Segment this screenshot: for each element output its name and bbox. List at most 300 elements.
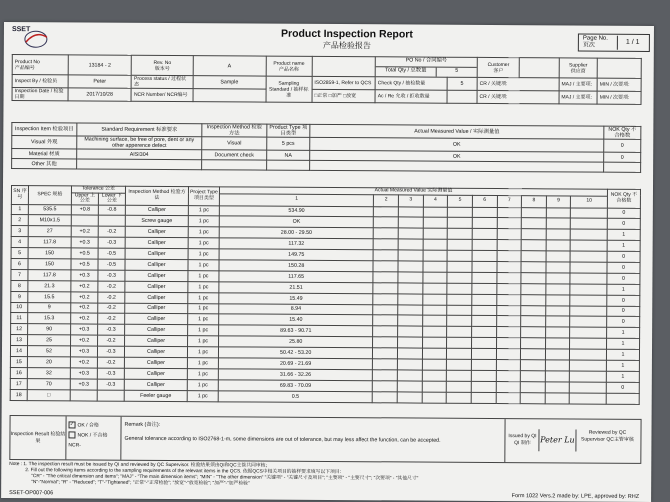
result-footer: [9, 415, 641, 464]
note-line: 2. Fill out the following items according to the sampling requirements of the relevant items in the QCS. 依据QCS中相关项目的抽样要求填写以下项目：: [25, 468, 345, 476]
cell-sn: 1: [11, 204, 28, 215]
cell-nok: 1: [607, 338, 640, 349]
cell-value-9: [545, 316, 570, 327]
ncr-label: NCR Number/ NCR编号: [131, 88, 192, 101]
std-standard: [77, 159, 202, 170]
cell-value-10: [570, 349, 607, 360]
std-standard: Machining surface, be free of pore, dent or any other apperence defect: [77, 136, 202, 150]
cell-value-6: [472, 229, 497, 240]
cell-sn: 12: [11, 324, 28, 335]
cell-value-5: [447, 305, 472, 316]
min-label: MIN / 次要项:: [597, 78, 641, 91]
cell-sn: 5: [11, 248, 28, 259]
signature: Peter Lu: [538, 429, 576, 451]
cell-value-7: [497, 218, 522, 229]
cell-lower: -0.3: [97, 346, 124, 357]
cell-value-2: [373, 348, 398, 359]
result-options: [68, 420, 118, 450]
cell-value-3: [398, 326, 423, 337]
remark-label: Remark (备注):: [124, 421, 161, 428]
check-qty-label: Check Qty / 抽检数量: [375, 77, 447, 90]
cell-value-2: [374, 217, 399, 228]
cell-ptype: 1 pc: [187, 368, 218, 379]
cell-value-6: [472, 272, 497, 283]
cell-value-4: [423, 239, 448, 250]
cell-value-8: [521, 349, 546, 360]
cell-method: Calliper: [125, 335, 188, 346]
cell-upper: +0.2: [71, 335, 98, 346]
cell-value-3: [398, 250, 423, 261]
cell-value-4: [422, 283, 447, 294]
cell-value-10: [571, 207, 608, 218]
cell-value-2: [373, 304, 398, 315]
cell-value-8: [521, 240, 546, 251]
inspect-by-value: Peter: [68, 75, 132, 88]
cell-method: Calliper: [125, 292, 188, 303]
cell-value-8: [521, 371, 546, 382]
cell-value-2: [373, 337, 398, 348]
cell-sn: 9: [11, 291, 28, 302]
info-table: [12, 54, 642, 105]
head-col-1: 1: [219, 193, 373, 206]
cell-value-9: [546, 284, 571, 295]
cell-value-9: [546, 251, 571, 262]
sampling-options: □正常 □加严 □放宽: [312, 89, 375, 102]
cell-method: Calliper: [124, 357, 187, 368]
po-total-cell: [375, 57, 477, 78]
cell-value-7: [496, 392, 521, 403]
cell-ptype: 1 pc: [188, 314, 219, 325]
cell-value-10: [570, 371, 607, 382]
cell-ptype: 1 pc: [188, 292, 219, 303]
std-standard: AISI304: [77, 149, 202, 160]
head-col-8: 8: [522, 195, 547, 207]
cell-value-9: [545, 360, 570, 371]
logo-text: SSET: [11, 26, 31, 34]
page-number-box: [578, 34, 650, 52]
std-nok: 0: [604, 152, 641, 162]
cell-ptype: 1 pc: [188, 227, 219, 238]
cell-value-7: [497, 240, 522, 251]
cell-value-4: [422, 370, 447, 381]
cell-nok: 0: [607, 208, 640, 219]
cell-value-8: [521, 229, 546, 240]
head-col-9: 9: [546, 195, 571, 207]
cell-method: Calliper: [125, 237, 188, 248]
acre-label: Ac / Re 允收 / 拒收数量: [375, 90, 447, 103]
cell-value-4: [422, 359, 447, 370]
cell-ptype: 1 pc: [188, 270, 219, 281]
report-title: Product Inspection Report: [280, 27, 413, 41]
cell-spec: 150: [28, 259, 71, 270]
cell-value-3: [397, 392, 422, 403]
cell-lower: -0.5: [98, 259, 125, 270]
cell-value-1: 15.40: [219, 314, 373, 326]
cell-value-5: [447, 250, 472, 261]
cell-nok: [606, 393, 639, 404]
cell-value-1: 150.28: [219, 260, 373, 272]
head-spec: SPEC 规格: [28, 186, 71, 205]
cell-spec: 15.5: [28, 291, 71, 302]
cell-ptype: 1 pc: [188, 238, 219, 249]
cell-value-10: [571, 229, 608, 240]
cell-spec: 70: [27, 378, 70, 389]
total-qty-label: Total Qty / 总数量: [385, 67, 427, 74]
head-upper: Upper 上公差: [71, 192, 98, 204]
cell-ptype: 1 pc: [188, 303, 219, 314]
cell-value-8: [521, 251, 546, 262]
std-ptype: NA: [267, 150, 310, 160]
std-item: Other 其他: [12, 159, 77, 169]
cell-value-3: [397, 370, 422, 381]
cell-method: Calliper: [125, 205, 188, 216]
std-rows: [12, 136, 641, 173]
cell-value-4: [422, 294, 447, 305]
cell-value-3: [398, 294, 423, 305]
std-ptype: [267, 160, 310, 170]
cell-value-7: [496, 359, 521, 370]
cell-spec: 15.3: [28, 313, 71, 324]
rev-label: Rev. No 版本号: [132, 55, 194, 75]
customer-value: [519, 58, 559, 78]
cell-value-9: [546, 218, 571, 229]
report-header: [12, 24, 642, 56]
cell-value-1: 534.90: [219, 205, 373, 217]
cell-value-10: [570, 393, 607, 404]
cell-value-1: 69.83 - 70.09: [218, 380, 372, 392]
cell-value-9: [545, 327, 570, 338]
cell-value-8: [521, 316, 546, 327]
dimension-table: [10, 185, 641, 404]
cell-value-2: [373, 370, 398, 381]
empty-box-icon: [68, 432, 75, 439]
cell-value-10: [570, 295, 607, 306]
cell-value-4: [423, 250, 448, 261]
cell-ptype: 1 pc: [188, 249, 219, 260]
cell-lower: -0.3: [97, 368, 124, 379]
cell-value-5: [447, 370, 472, 381]
product-no-label: Product No 产品编号: [12, 55, 68, 75]
cell-upper: +0.3: [71, 237, 98, 248]
cell-spec: 20: [27, 357, 70, 368]
cell-value-6: [472, 261, 497, 272]
std-method: Document check: [202, 150, 267, 160]
cell-value-10: [570, 262, 607, 273]
cell-ptype: 1 pc: [188, 325, 219, 336]
cell-value-8: [521, 338, 546, 349]
cell-sn: 17: [10, 378, 27, 389]
cell-value-9: [546, 229, 571, 240]
cell-sn: 14: [10, 346, 27, 357]
ncr-text: NCR-: [68, 442, 81, 449]
sampling-value: ISO2859-1, Refer to QCS: [312, 76, 375, 89]
cell-sn: 8: [11, 280, 28, 291]
cell-ptype: 1 pc: [187, 379, 218, 390]
cell-spec: 21.3: [28, 280, 71, 291]
cell-value-8: [520, 392, 545, 403]
cell-value-6: [471, 359, 496, 370]
cell-value-8: [521, 305, 546, 316]
check-icon: ✓: [69, 421, 75, 428]
cell-method: Calliper: [125, 281, 188, 292]
remark-box: [120, 417, 505, 462]
cell-value-4: [422, 381, 447, 392]
cell-lower: -0.2: [98, 226, 125, 237]
cell-value-6: [472, 283, 497, 294]
std-head-nok: NOK Qty 不合格数: [604, 126, 641, 139]
cell-value-2: [374, 228, 399, 239]
cr-label: CR / 关键项:: [477, 77, 559, 90]
cell-method: Calliper: [124, 346, 187, 357]
cell-upper: +0.3: [70, 379, 97, 390]
cell-value-1: OK: [219, 216, 373, 228]
cell-value-7: [496, 272, 521, 283]
cell-method: Calliper: [125, 325, 188, 336]
cell-lower: -0.2: [98, 292, 125, 303]
total-qty-value: 5: [436, 68, 477, 77]
head-col-5: 5: [448, 195, 473, 207]
cell-method: Calliper: [125, 248, 188, 259]
std-item: Visual 外观: [12, 136, 77, 149]
process-status-label: Process status / 过程状态: [131, 75, 192, 88]
head-col-4: 4: [423, 195, 448, 207]
cell-value-6: [471, 338, 496, 349]
cell-method: Calliper: [125, 303, 188, 314]
supplier-label: Supplier 供应商: [559, 58, 597, 78]
cell-sn: 13: [11, 335, 28, 346]
cell-value-2: [374, 206, 399, 217]
ok-checkbox[interactable]: ✓ OK / 合格: [69, 421, 99, 429]
std-nok: 0: [604, 139, 641, 152]
head-lower: Lower 下公差: [98, 193, 125, 205]
cell-value-4: [422, 337, 447, 348]
cell-value-7: [497, 251, 522, 262]
cell-upper: +0.2: [71, 281, 98, 292]
cell-value-6: [472, 250, 497, 261]
check-qty-value: 5: [447, 77, 477, 90]
cell-value-2: [373, 326, 398, 337]
std-head-standard: Standard Requirement 标准要求: [77, 123, 202, 137]
cell-value-7: [497, 261, 522, 272]
standard-table: [11, 122, 641, 173]
cell-value-9: [546, 262, 571, 273]
cell-spec: 32: [27, 368, 70, 379]
cell-value-6: [472, 207, 497, 218]
cell-value-3: [398, 337, 423, 348]
process-status-value: Sample: [193, 76, 266, 89]
cell-value-3: [398, 304, 423, 315]
cell-value-5: [447, 283, 472, 294]
cell-value-4: [422, 305, 447, 316]
cell-value-5: [448, 207, 473, 218]
acre-value: [447, 90, 477, 103]
cell-value-9: [546, 240, 571, 251]
std-ptype: 5 pcs: [267, 137, 310, 150]
cell-ptype: 1 pc: [188, 205, 219, 216]
maj-label: MAJ / 主要项:: [559, 78, 597, 91]
cell-lower: -0.2: [98, 303, 125, 314]
cell-value-7: [496, 381, 521, 392]
cell-ptype: 1 pc: [188, 260, 219, 271]
cell-spec: 52: [27, 346, 70, 357]
std-head-measured: Actual Measured Value / 实际测量值: [310, 124, 604, 139]
cell-spec: 150: [28, 248, 71, 259]
cell-value-5: [447, 272, 472, 283]
cell-value-7: [497, 207, 522, 218]
cell-value-10: [571, 251, 608, 262]
cell-sn: 18: [10, 389, 27, 400]
cell-value-10: [570, 273, 607, 284]
cell-value-9: [545, 338, 570, 349]
cell-value-6: [472, 240, 497, 251]
cell-method: Calliper: [125, 227, 188, 238]
head-measured: Actual Measured Value 实际测量值: [219, 187, 607, 196]
cell-value-10: [570, 338, 607, 349]
cell-ptype: 1 pc: [188, 336, 219, 347]
cell-ptype: 1 pc: [188, 216, 219, 227]
cell-spec: 535.5: [28, 204, 71, 215]
cell-value-6: [471, 392, 496, 403]
inspection-report-sheet: [1, 22, 654, 502]
cell-sn: 4: [11, 237, 28, 248]
cell-upper: +0.3: [70, 368, 97, 379]
cell-sn: 2: [11, 215, 28, 226]
cell-value-4: [423, 261, 448, 272]
cell-lower: [98, 215, 125, 226]
cell-method: Calliper: [125, 314, 188, 325]
cell-value-1: 8.94: [219, 303, 373, 315]
cell-nok: 1: [606, 360, 639, 371]
cell-value-5: [447, 228, 472, 239]
cell-value-2: [373, 282, 398, 293]
report-title-cn: 产品检验报告: [322, 40, 371, 51]
head-col-3: 3: [398, 194, 423, 206]
cell-lower: -0.3: [98, 324, 125, 335]
cell-spec: 90: [28, 324, 71, 335]
cell-sn: 16: [10, 367, 27, 378]
cell-spec: M10x1.5: [28, 215, 71, 226]
std-value: [310, 160, 604, 172]
cell-value-7: [497, 229, 522, 240]
cell-value-4: [422, 315, 447, 326]
cell-ptype: 1 pc: [187, 347, 218, 358]
reviewed-label: Reviewed by QC Supervisor QC主管审核: [581, 429, 634, 443]
cell-nok: 1: [607, 284, 640, 295]
cell-value-9: [546, 294, 571, 305]
cell-value-4: [422, 392, 447, 403]
cell-value-4: [423, 228, 448, 239]
cell-value-2: [373, 391, 398, 402]
std-value: OK: [310, 150, 604, 162]
page-label: Page No.: [582, 35, 608, 42]
issued-label: Issued by QI QI 制作: [508, 433, 537, 447]
cell-value-1: 50.42 - 53.20: [218, 347, 372, 359]
cell-value-2: [373, 239, 398, 250]
head-tolerance: Tolerance 公差: [71, 186, 125, 193]
inspection-date-value: 2017/10/28: [68, 88, 132, 101]
cell-lower: -0.2: [98, 281, 125, 292]
cell-nok: 0: [607, 273, 640, 284]
std-method: Visual: [202, 137, 267, 150]
cell-method: Calliper: [124, 368, 187, 379]
cell-value-3: [398, 206, 423, 217]
cell-lower: -0.3: [98, 270, 125, 281]
cell-value-1: 117.32: [219, 238, 373, 250]
cell-upper: [70, 390, 97, 401]
cell-lower: -0.3: [98, 237, 125, 248]
std-method: [202, 160, 267, 170]
cell-value-1: 31.66 - 32.26: [218, 369, 372, 381]
cell-value-8: [521, 262, 546, 273]
form-version: Form 1022 Vers.2 made by: LPE, approved by: RHZ: [511, 493, 640, 500]
cell-value-7: [496, 305, 521, 316]
std-head-item: Inspection Item 检验项目: [12, 123, 77, 136]
cell-value-1: 15.49: [219, 292, 373, 304]
cell-value-1: 89.63 - 90.71: [219, 325, 373, 337]
min-label-2: MIN / 次要项:: [597, 91, 641, 104]
cell-sn: 6: [11, 259, 28, 270]
cell-value-7: [496, 316, 521, 327]
ncr-value: [193, 89, 266, 102]
cell-nok: 0: [607, 219, 640, 230]
std-item: Material 材质: [12, 149, 77, 159]
cell-value-6: [471, 348, 496, 359]
cell-value-8: [521, 327, 546, 338]
cell-ptype: 1 pc: [188, 281, 219, 292]
cell-value-7: [496, 327, 521, 338]
cell-value-8: [520, 381, 545, 392]
cell-nok: 0: [607, 317, 640, 328]
remark-text: General tolerance according to ISO2768-1-m, some dimensions are out of tolerance, but may less affect the function, can be accepted.: [124, 435, 441, 444]
cell-value-1: 28.00 - 29.50: [219, 227, 373, 239]
note-line: "N"-"Normal"; "R" - "Reduced"; "T"-"Tightened"; "正常"-"正常检验"; "放宽"-"放宽检验"; "加严"-"加严检验": [31, 480, 250, 487]
cell-sn: 15: [10, 357, 27, 368]
cell-value-2: [373, 272, 398, 283]
rev-value: A: [193, 56, 266, 76]
cell-sn: 7: [11, 269, 28, 280]
cell-value-10: [570, 305, 607, 316]
cell-value-5: [447, 261, 472, 272]
page-label-cn: 页次: [582, 42, 595, 49]
cell-upper: +0.2: [70, 357, 97, 368]
cell-value-6: [472, 218, 497, 229]
cell-nok: 0: [607, 295, 640, 306]
cell-value-10: [570, 382, 607, 393]
cell-value-9: [545, 371, 570, 382]
cell-upper: +0.2: [71, 292, 98, 303]
cell-value-10: [571, 240, 608, 251]
cell-spec: 117.8: [28, 237, 71, 248]
head-sn: SN 序号: [11, 186, 28, 205]
cell-nok: 1: [606, 349, 639, 360]
cell-value-1: 149.75: [219, 249, 373, 261]
inspect-by-label: Inspect By / 检验员: [12, 75, 68, 88]
cell-lower: -0.5: [98, 248, 125, 259]
cell-value-5: [446, 392, 471, 403]
cell-nok: 1: [607, 229, 640, 240]
cell-value-5: [447, 294, 472, 305]
cell-value-7: [496, 349, 521, 360]
head-ptype: Project Type 项目类型: [188, 187, 219, 206]
cell-lower: -0.2: [98, 335, 125, 346]
cell-value-3: [397, 359, 422, 370]
head-col-7: 7: [497, 195, 522, 207]
cell-ptype: 1 pc: [187, 390, 218, 401]
cell-value-4: [422, 326, 447, 337]
nok-checkbox[interactable]: NOK / 不合格: [68, 430, 118, 440]
cell-sn: 3: [11, 226, 28, 237]
cell-value-9: [545, 382, 570, 393]
